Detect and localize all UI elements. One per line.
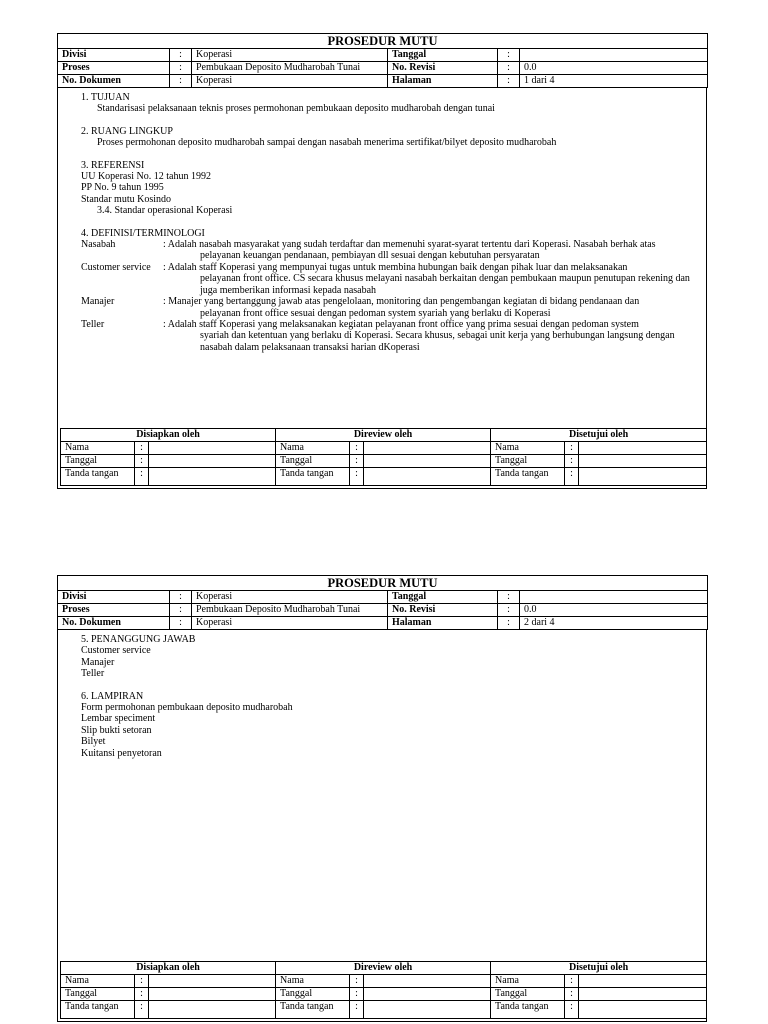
list-item: Kuitansi penyetoran	[81, 747, 162, 759]
divisi-value: Koperasi	[192, 49, 388, 62]
revisi-label: No. Revisi	[388, 604, 498, 617]
sign-header-reviewed: Direview oleh	[276, 962, 491, 975]
definition-term: Teller	[81, 318, 105, 330]
definition-term: Customer service	[81, 261, 151, 273]
list-item: Standar mutu Kosindo	[81, 193, 171, 205]
list-item: UU Koperasi No. 12 tahun 1992	[81, 171, 211, 183]
section-referensi	[81, 160, 696, 217]
document-body	[57, 88, 707, 489]
section-title: 6. LAMPIRAN	[81, 690, 144, 702]
section-title: 3. REFERENSI	[81, 159, 145, 171]
section-tujuan	[81, 92, 696, 115]
proses-label: Proses	[58, 62, 170, 75]
definition-row: Nasabah : Adalah nasabah masyarakat yang sudah terdaftar dan memenuhi syarat-syarat tertentu dari Koperasi. Nasabah berhak atas pelayanan keuangan pendanaan, pembiayan dll sesuai dengan kebutuhan persyaratan	[81, 239, 656, 262]
list-item: Bilyet	[81, 736, 106, 748]
section-text: Standarisasi pelaksanaan teknis proses permohonan pembukaan deposito mudharobah dengan tunai	[97, 103, 495, 115]
proses-value: Pembukaan Deposito Mudharobah Tunai	[192, 62, 388, 75]
halaman-label: Halaman	[388, 617, 498, 630]
proses-label: Proses	[58, 604, 170, 617]
tanggal-label: Tanggal	[388, 49, 498, 62]
sign-header-prepared: Disiapkan oleh	[61, 429, 276, 442]
divisi-label: Divisi	[58, 591, 170, 604]
divisi-label: Divisi	[58, 49, 170, 62]
definition-row: Teller : Adalah staff Koperasi yang melaksanakan kegiatan pelayanan front office yang prima sesuai dengan pedoman system syariah dan ketentuan yang berlaku di Koperasi. Secara khusus, sebagai unit kerja yang berhubungan langsung dengan nasabah dalam pelaksanaan transaksi harian dKoperasi	[81, 318, 675, 353]
section-title: 4. DEFINISI/TERMINOLOGI	[81, 227, 205, 239]
list-item: Customer service	[81, 645, 151, 657]
divisi-value: Koperasi	[192, 591, 388, 604]
section-definisi	[81, 228, 696, 353]
definition-term: Manajer	[81, 296, 115, 308]
document-page-2	[57, 575, 707, 1022]
list-item: Manajer	[81, 656, 115, 668]
list-item: PP No. 9 tahun 1995	[81, 182, 164, 194]
nodok-label: No. Dokumen	[58, 75, 170, 88]
halaman-value: 1 dari 4	[520, 75, 708, 88]
sign-header-reviewed: Direview oleh	[276, 429, 491, 442]
halaman-value: 2 dari 4	[520, 617, 708, 630]
section-penanggung-jawab	[81, 634, 696, 680]
page-title: PROSEDUR MUTU	[58, 576, 708, 591]
section-text: Proses permohonan deposito mudharobah sampai dengan nasabah menerima sertifikat/bilyet deposito mudharobah	[97, 137, 557, 149]
proses-value: Pembukaan Deposito Mudharobah Tunai	[192, 604, 388, 617]
tanggal-value	[520, 591, 708, 604]
revisi-value: 0.0	[520, 604, 708, 617]
sign-header-prepared: Disiapkan oleh	[61, 962, 276, 975]
definition-term: Nasabah	[81, 239, 116, 251]
definition-row: Customer service : Adalah staff Koperasi yang mempunyai tugas untuk membina hubungan baik dengan pihak luar dan melaksanakan pelayanan front office. CS secara khusus melayani nasabah berkaitan dengan pembukaan maupun penutupan rekening dan juga memberikan informasi kepada nasabah	[81, 261, 690, 296]
list-item: Teller	[81, 668, 105, 680]
definition-row: Manajer : Manajer yang bertanggung jawab atas pengelolaan, monitoring dan pengembangan kegiatan di bidang pendanaan dan pelayanan front office sesuai dengan pedoman system syariah yang berlaku di Koperasi	[81, 296, 640, 319]
nodok-value: Koperasi	[192, 617, 388, 630]
list-item: Slip bukti setoran	[81, 724, 152, 736]
list-item: Lembar speciment	[81, 713, 156, 725]
header-table: PROSEDUR MUTU Divisi : Koperasi Tanggal : Proses : Pembukaan Deposito Mudharobah Tunai No. Revisi : 0.0 No. Dokumen : Koperasi Halaman : 1 dari 4	[57, 33, 708, 88]
document-body	[57, 630, 707, 1022]
signature-table: Disiapkan oleh Direview oleh Disetujui oleh Nama : Nama : Nama : Tanggal : Tanggal : Tanggal : Tanda tangan : Tanda tangan : Tanda tangan :	[60, 428, 706, 486]
sign-header-approved: Disetujui oleh	[491, 429, 707, 442]
sign-header-approved: Disetujui oleh	[491, 962, 707, 975]
revisi-label: No. Revisi	[388, 62, 498, 75]
header-table: PROSEDUR MUTU Divisi : Koperasi Tanggal : Proses : Pembukaan Deposito Mudharobah Tunai No. Revisi : 0.0 No. Dokumen : Koperasi Halaman : 2 dari 4	[57, 575, 708, 630]
list-item: 3.4. Standar operasional Koperasi	[97, 205, 233, 217]
document-page-1	[57, 33, 707, 489]
section-title: 5. PENANGGUNG JAWAB	[81, 634, 196, 645]
halaman-label: Halaman	[388, 75, 498, 88]
revisi-value: 0.0	[520, 62, 708, 75]
tanggal-label: Tanggal	[388, 591, 498, 604]
section-title: 1. TUJUAN	[81, 92, 130, 103]
list-item: Form permohonan pembukaan deposito mudharobah	[81, 702, 293, 714]
section-lampiran	[81, 691, 696, 759]
nodok-value: Koperasi	[192, 75, 388, 88]
section-ruang-lingkup	[81, 126, 696, 149]
tanggal-value	[520, 49, 708, 62]
section-title: 2. RUANG LINGKUP	[81, 125, 173, 137]
nodok-label: No. Dokumen	[58, 617, 170, 630]
page-title: PROSEDUR MUTU	[58, 34, 708, 49]
signature-table: Disiapkan oleh Direview oleh Disetujui oleh Nama : Nama : Nama : Tanggal : Tanggal : Tanggal : Tanda tangan : Tanda tangan : Tanda tangan :	[60, 961, 706, 1019]
